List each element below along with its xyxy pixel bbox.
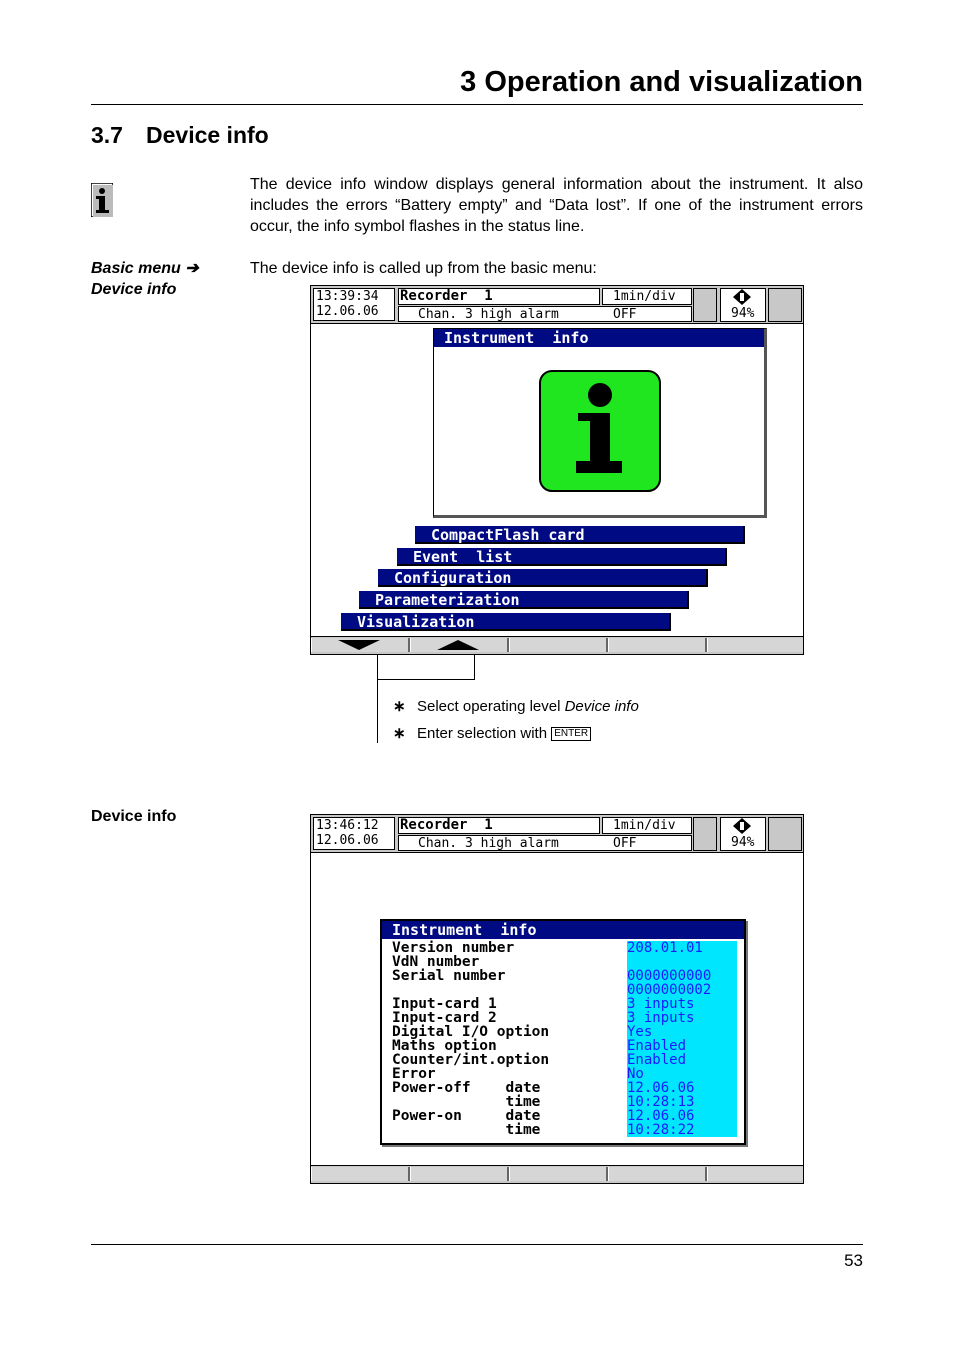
device-info-screen xyxy=(310,814,804,1184)
info-value: Enabled xyxy=(627,1052,687,1068)
softkey-down[interactable] xyxy=(311,638,410,652)
info-label: time xyxy=(392,1094,541,1110)
section-number: 3.7 xyxy=(91,122,123,148)
instruction-enter-text: Enter selection with xyxy=(417,725,552,742)
header-rule xyxy=(91,104,863,105)
alarm-state: OFF xyxy=(613,307,637,322)
info-value: 3 inputs xyxy=(627,1010,695,1026)
info-value: 10:28:13 xyxy=(627,1094,695,1110)
info-value: 12.06.06 xyxy=(627,1108,695,1124)
info-value: Enabled xyxy=(627,1038,687,1054)
enter-key-label: ENTER xyxy=(551,727,591,741)
status-date: 12.06.06 xyxy=(316,833,379,848)
info-value: 12.06.06 xyxy=(627,1080,695,1096)
softkey-3[interactable] xyxy=(509,1167,608,1181)
memory-diamond-icon xyxy=(733,289,751,305)
info-label: Input-card 1 xyxy=(392,996,497,1012)
softkey-4[interactable] xyxy=(608,1167,707,1181)
instruction-select xyxy=(393,697,639,717)
info-label: Error xyxy=(392,1066,436,1082)
basic-menu-text: The device info is called up from the basic menu: xyxy=(250,260,597,277)
softkey-3[interactable] xyxy=(509,638,608,652)
softkey-bar xyxy=(311,636,803,654)
info-value: Yes xyxy=(627,1024,653,1040)
memory-level: 94% xyxy=(731,835,755,850)
callout-bracket xyxy=(377,655,475,680)
memory-diamond-icon xyxy=(733,818,751,834)
status-spacer xyxy=(693,817,717,851)
memory-level: 94% xyxy=(731,306,755,321)
menu-visualization[interactable]: Visualization xyxy=(341,613,671,631)
info-label: Power-on date xyxy=(392,1108,541,1124)
instrument-info-title: Instrument info xyxy=(434,329,764,347)
alarm-text: Chan. 3 high alarm xyxy=(418,836,559,851)
info-label: Version number xyxy=(392,940,515,956)
time-rate: 1min/div xyxy=(613,818,676,833)
status-date: 12.06.06 xyxy=(316,304,379,319)
info-label: time xyxy=(392,1122,541,1138)
info-label: Power-off date xyxy=(392,1080,541,1096)
time-rate: 1min/div xyxy=(613,289,676,304)
status-time: 13:46:12 xyxy=(316,818,379,833)
recorder-title: Recorder 1 xyxy=(400,817,493,833)
instruction-select-text: Select operating level xyxy=(417,698,565,715)
menu-compactflash[interactable]: CompactFlash card xyxy=(415,526,745,544)
alarm-state: OFF xyxy=(613,836,637,851)
basic-menu-path-line1: Basic menu ➔ xyxy=(91,260,199,277)
info-symbol-icon xyxy=(538,369,662,493)
status-spacer-right xyxy=(768,817,802,851)
softkey-5[interactable] xyxy=(707,638,803,652)
info-value: 0000000002 xyxy=(627,982,712,998)
info-label: Counter/int.option xyxy=(392,1052,550,1068)
menu-parameterization[interactable]: Parameterization xyxy=(359,591,689,609)
arrow-up-icon xyxy=(437,640,479,650)
section-title: Device info xyxy=(146,122,269,148)
intro-paragraph: The device info window displays general information about the instrument. It also includes the errors “Battery empty” and “Data lost”. If one of the instrument errors occur, the info symbol flashes in the status line. xyxy=(250,176,863,235)
info-label: Serial number xyxy=(392,968,506,984)
info-label: Maths option xyxy=(392,1038,497,1054)
status-time: 13:39:34 xyxy=(316,289,379,304)
info-label: Digital I/O option xyxy=(392,1024,550,1040)
softkey-5[interactable] xyxy=(707,1167,803,1181)
info-value: 10:28:22 xyxy=(627,1122,695,1138)
info-label: Input-card 2 xyxy=(392,1010,497,1026)
softkey-bar xyxy=(311,1165,803,1183)
asterisk-bullet-icon: ∗ xyxy=(393,725,406,742)
page-number: 53 xyxy=(844,1251,863,1270)
instrument-info-window xyxy=(433,328,767,518)
softkey-1[interactable] xyxy=(311,1167,410,1181)
device-info-label: Device info xyxy=(91,808,177,825)
instrument-info-panel xyxy=(380,919,746,1145)
softkey-2[interactable] xyxy=(410,1167,509,1181)
alarm-text: Chan. 3 high alarm xyxy=(418,307,559,322)
recorder-title: Recorder 1 xyxy=(400,288,493,304)
footer-rule xyxy=(91,1244,863,1245)
basic-menu-path xyxy=(91,258,199,300)
info-value: 208.01.01 xyxy=(627,940,703,956)
info-value: 0000000000 xyxy=(627,968,712,984)
instruction-enter xyxy=(393,724,591,744)
status-spacer-right xyxy=(768,288,802,322)
basic-menu-path-line2: Device info xyxy=(91,281,177,298)
info-value: No xyxy=(627,1066,644,1082)
info-label: VdN number xyxy=(392,954,480,970)
status-bar xyxy=(311,286,803,324)
status-spacer xyxy=(693,288,717,322)
menu-event-list[interactable]: Event list xyxy=(397,548,727,566)
asterisk-bullet-icon: ∗ xyxy=(393,698,406,715)
instrument-info-title: Instrument info xyxy=(382,921,744,939)
instruction-select-target: Device info xyxy=(564,698,639,715)
softkey-up[interactable] xyxy=(410,638,509,652)
softkey-4[interactable] xyxy=(608,638,707,652)
status-bar xyxy=(311,815,803,853)
info-icon xyxy=(91,183,113,217)
chapter-title: 3 Operation and visualization xyxy=(460,66,863,98)
menu-configuration[interactable]: Configuration xyxy=(378,569,708,587)
basic-menu-screen xyxy=(310,285,804,655)
info-value: 3 inputs xyxy=(627,996,695,1012)
arrow-down-icon xyxy=(338,640,380,650)
section-heading xyxy=(91,122,269,149)
callout-line xyxy=(377,655,378,743)
